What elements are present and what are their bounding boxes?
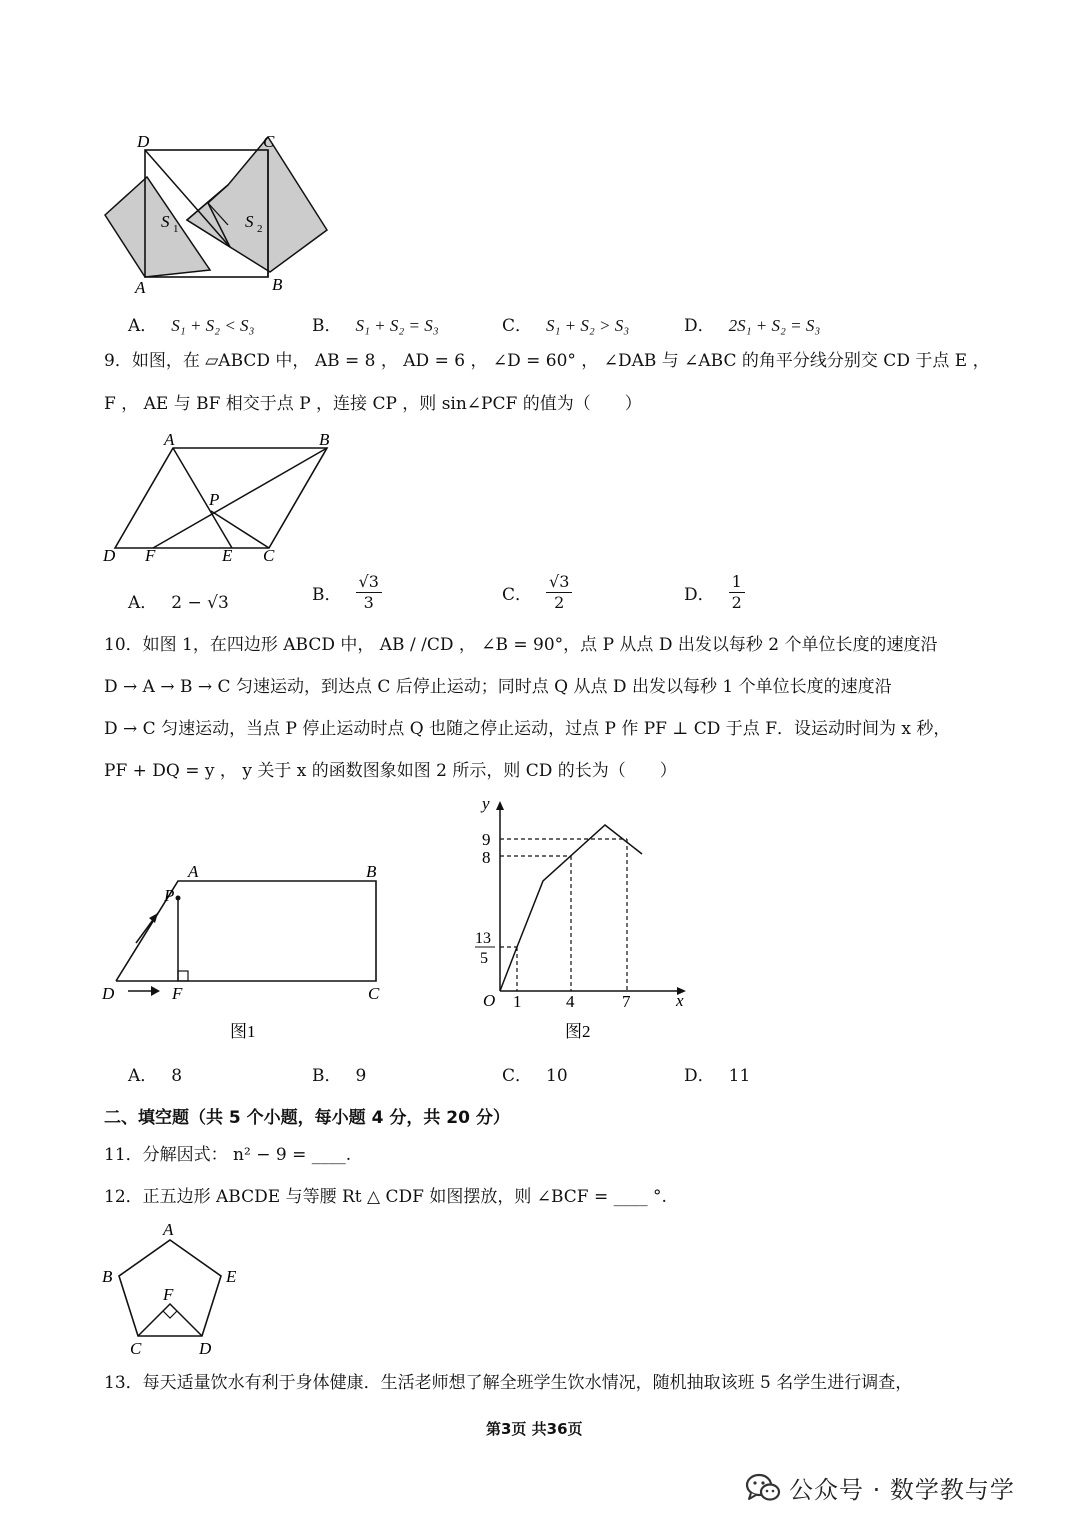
q8-figure bbox=[95, 125, 345, 300]
fig2-tick-x1: 1 bbox=[513, 992, 522, 1011]
q12-label-f: F bbox=[163, 1285, 174, 1304]
q9-option-b[interactable] bbox=[312, 572, 382, 613]
q9-option-a[interactable] bbox=[128, 588, 229, 613]
q12-text: 12．正五边形 ABCDE 与等腰 Rt △ CDF 如图摆放，则 ∠BCF = ____ °. bbox=[104, 1187, 667, 1207]
q8-option-a[interactable] bbox=[128, 311, 254, 336]
option-text: S₁ + S₂ = S₃ bbox=[355, 316, 439, 335]
fig2-caption: 图2 bbox=[565, 1022, 591, 1041]
q8-label-s2: S bbox=[245, 212, 254, 231]
q9-text-line2: F ， AE 与 BF 相交于点 P ，连接 CP ，则 sin∠PCF 的值为（ ） bbox=[104, 394, 642, 414]
q11-text: 11．分解因式： n² − 9 = ____. bbox=[104, 1145, 352, 1165]
q12-label-c: C bbox=[130, 1339, 142, 1358]
option-text: 11 bbox=[728, 1066, 751, 1086]
option-text: 2S₁ + S₂ = S₃ bbox=[728, 316, 821, 335]
q9-label-p: P bbox=[209, 490, 220, 509]
option-letter: D． bbox=[684, 1066, 715, 1086]
option-text: 9 bbox=[355, 1066, 367, 1086]
q13-text: 13．每天适量饮水有利于身体健康．生活老师想了解全班学生饮水情况，随机抽取该班 5 名学生进行调查， bbox=[104, 1373, 913, 1393]
q8-label-s1: S bbox=[161, 212, 170, 231]
q8-label-b: B bbox=[272, 275, 283, 294]
q9-label-b: B bbox=[319, 430, 330, 449]
option-text: 2 − √3 bbox=[171, 593, 229, 613]
q9-option-d[interactable] bbox=[684, 572, 745, 613]
option-letter: A． bbox=[128, 593, 158, 613]
option-text: S₁ + S₂ < S₃ bbox=[171, 316, 255, 335]
q10-option-b[interactable] bbox=[312, 1061, 366, 1086]
q8-option-b[interactable] bbox=[312, 311, 439, 336]
fig2-tick-y8: 8 bbox=[482, 848, 491, 867]
option-letter: B． bbox=[312, 1066, 342, 1086]
fig2-tick-x4: 4 bbox=[566, 992, 575, 1011]
q10-text-line1: 10．如图 1，在四边形 ABCD 中， AB / /CD ， ∠B = 90°，点 P 从点 D 出发以每秒 2 个单位长度的速度沿 bbox=[104, 635, 938, 655]
fig2-tick-y9: 9 bbox=[482, 830, 491, 849]
option-letter: B． bbox=[312, 316, 342, 336]
fig1-label-c: C bbox=[368, 984, 380, 1003]
q12-label-e: E bbox=[226, 1267, 237, 1286]
q12-label-d: D bbox=[199, 1339, 212, 1358]
brand-watermark bbox=[745, 1470, 1015, 1505]
q8-label-a: A bbox=[135, 278, 146, 297]
section-heading-fill-in: 二、填空题（共 5 个小题，每小题 4 分，共 20 分） bbox=[104, 1108, 510, 1128]
fig2-label-x: x bbox=[676, 991, 684, 1010]
q10-figure-2 bbox=[470, 795, 700, 1050]
q12-figure bbox=[98, 1218, 248, 1358]
fig2-tick-yden: 5 bbox=[480, 950, 488, 967]
q9-text-line1: 9．如图，在 ▱ABCD 中， AB = 8 ， AD = 6 ， ∠D = 60° ， ∠DAB 与 ∠ABC 的角平分线分别交 CD 于点 E ， bbox=[104, 351, 990, 371]
wechat-icon bbox=[745, 1473, 781, 1503]
q8-label-d: D bbox=[137, 132, 150, 151]
fig1-label-f: F bbox=[172, 984, 183, 1003]
option-letter: C． bbox=[502, 1066, 533, 1086]
fig2-tick-ynum: 13 bbox=[475, 930, 491, 947]
option-text: 8 bbox=[171, 1066, 183, 1086]
q9-label-e: E bbox=[222, 546, 233, 565]
q8-label-s2-sub: 2 bbox=[257, 223, 263, 235]
q8-label-s1-sub: 1 bbox=[173, 223, 179, 235]
q9-label-a: A bbox=[164, 430, 175, 449]
q10-text-line3: D → C 匀速运动，当点 P 停止运动时点 Q 也随之停止运动，过点 P 作 PF ⊥ CD 于点 F．设运动时间为 x 秒， bbox=[104, 719, 951, 739]
option-text: 10 bbox=[546, 1066, 568, 1086]
q9-label-f: F bbox=[145, 546, 156, 565]
option-letter: C． bbox=[502, 316, 533, 336]
option-fraction: $\frac{√3}{3}$ bbox=[356, 572, 382, 613]
q10-text-line4: PF + DQ = y ， y 关于 x 的函数图象如图 2 所示，则 CD 的长为（ ） bbox=[104, 761, 677, 781]
q8-option-d[interactable] bbox=[684, 311, 820, 336]
option-letter: C． bbox=[502, 585, 533, 605]
option-letter: B． bbox=[312, 585, 342, 605]
option-fraction: $\frac{√3}{2}$ bbox=[546, 572, 572, 613]
option-letter: A． bbox=[128, 1066, 158, 1086]
fig2-tick-x7: 7 bbox=[622, 992, 631, 1011]
q10-option-a[interactable] bbox=[128, 1061, 182, 1086]
q10-option-c[interactable] bbox=[502, 1061, 568, 1086]
option-letter: D． bbox=[684, 585, 715, 605]
brand-text: 公众号 · 数学教与学 bbox=[789, 1476, 1015, 1504]
option-fraction: $\frac{1}{2}$ bbox=[729, 572, 745, 613]
q8-option-c[interactable] bbox=[502, 311, 629, 336]
fig1-label-p: P bbox=[164, 886, 175, 905]
fig1-label-d: D bbox=[102, 984, 115, 1003]
q9-label-d: D bbox=[103, 546, 116, 565]
fig2-label-o: O bbox=[483, 991, 496, 1010]
option-letter: A． bbox=[128, 316, 158, 336]
q9-option-c[interactable] bbox=[502, 572, 572, 613]
q10-text-line2: D → A → B → C 匀速运动，到达点 C 后停止运动；同时点 Q 从点 D 出发以每秒 1 个单位长度的速度沿 bbox=[104, 677, 892, 697]
fig2-label-y: y bbox=[482, 795, 490, 813]
q9-label-c: C bbox=[263, 546, 275, 565]
fig1-label-b: B bbox=[366, 862, 377, 881]
q10-figure-1 bbox=[98, 855, 398, 1050]
option-letter: D． bbox=[684, 316, 715, 336]
fig1-caption: 图1 bbox=[230, 1022, 256, 1041]
fig1-label-a: A bbox=[188, 862, 199, 881]
page-footer: 第3页 共36页 bbox=[486, 1420, 583, 1438]
q8-label-c: C bbox=[263, 132, 275, 151]
q10-option-d[interactable] bbox=[684, 1061, 750, 1086]
q12-label-b: B bbox=[102, 1267, 113, 1286]
option-text: S₁ + S₂ > S₃ bbox=[546, 316, 630, 335]
q9-figure bbox=[98, 425, 348, 570]
q12-label-a: A bbox=[163, 1220, 174, 1239]
